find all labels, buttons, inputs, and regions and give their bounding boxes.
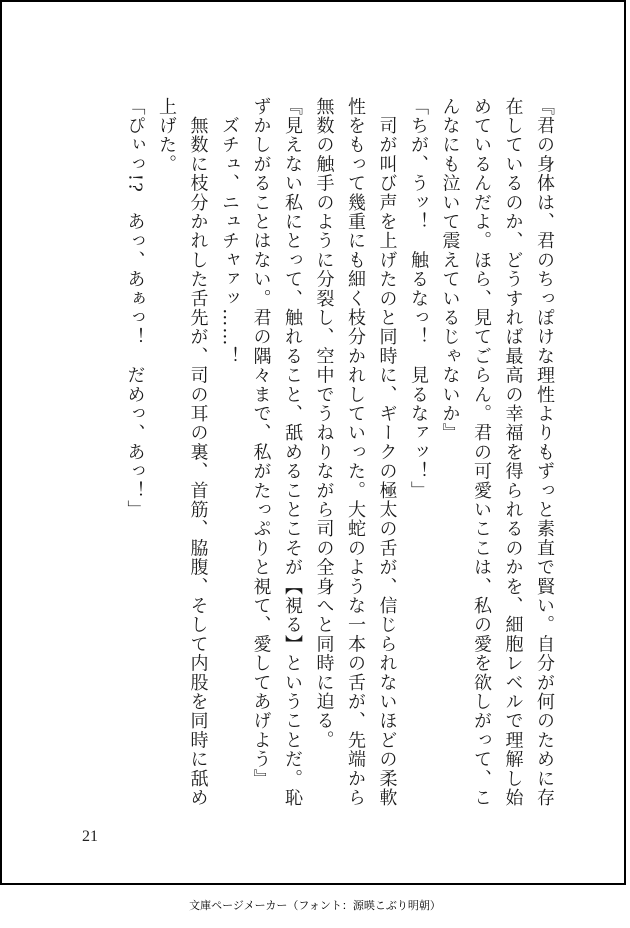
paragraph-2: 「ちが、うッ！ 触るなっ！ 見るなァッ！」 (408, 97, 429, 501)
page-number: 21 (82, 828, 98, 845)
paragraph-5: ズチュ、ニュチャァッ……！ (219, 97, 240, 366)
paragraph-3: 司が叫び声を上げたのと同時に、ギークの極太の舌が、信じられないほどの柔軟性をもって幾重にも細く枝分かれしていった。大蛇のような一本の舌が、先端から無数の触手のように分裂し、空中でうねりながら司の全身へと同時に迫る。 (313, 97, 398, 808)
paragraph-1: 『君の身体は、君のちっぽけな理性よりもずっと素直で賢い。自分が何のために存在しているのか、どうすれば最高の幸福を得られるのかを、細胞レベルで理解し始めているんだよ。ほら、見てごらん。君の可愛いここは、私の愛を欲しがって、こんなにも泣いて震えているじゃないか』 (439, 97, 555, 808)
footer-caption: 文庫ページメーカー（フォント：源暎こぶり明朝） (189, 899, 441, 912)
vertical-text-body (60, 97, 560, 817)
paragraph-7: 「ぴぃっ!? あっ、あぁっ！ だめっ、あっ！」 (124, 97, 146, 520)
paragraph-6: 無数に枝分かれした舌先が、司の耳の裏、首筋、脇腹、そして内股を同時に舐め上げた。 (156, 97, 209, 808)
paragraph-4: 『見えない私にとって、触れること、舐めることこそが【視る】ということだ。恥ずかしがることはない。君の隅々まで、私がたっぷりと視て、愛してあげよう』 (250, 97, 303, 808)
